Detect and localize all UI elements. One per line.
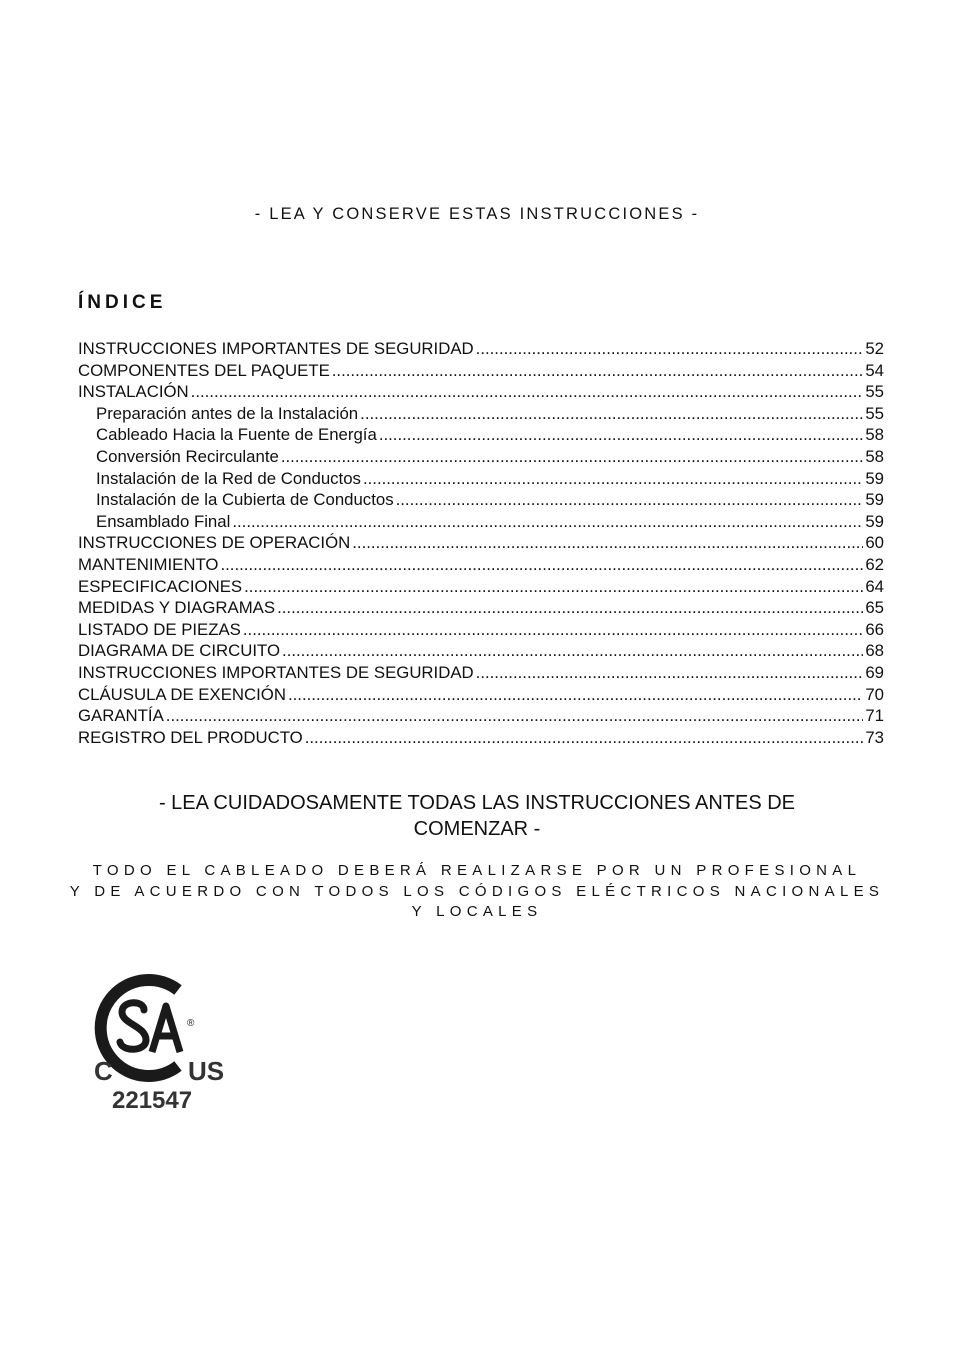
- toc-entry-title: GARANTÍA: [78, 706, 164, 726]
- toc-entry-page: 64: [865, 576, 884, 596]
- wiring-notice-line: TODO EL CABLEADO DEBERÁ REALIZARSE POR UN PROFESIONAL: [92, 862, 862, 879]
- toc-entry[interactable]: [78, 576, 884, 598]
- top-notice: - LEA Y CONSERVE ESTAS INSTRUCCIONES -: [254, 205, 700, 223]
- toc-dot-leader: [305, 727, 864, 749]
- toc-entry-title: LISTADO DE PIEZAS: [78, 619, 241, 639]
- toc-entry-title: INSTALACIÓN: [78, 382, 189, 402]
- warning-line: - LEA CUIDADOSAMENTE TODAS LAS INSTRUCCIONES ANTES DE: [158, 792, 796, 814]
- toc-entry[interactable]: [78, 727, 884, 749]
- toc-entry-page: 55: [865, 382, 884, 402]
- toc-subentry[interactable]: [78, 424, 884, 446]
- index-title: ÍNDICE: [78, 292, 167, 313]
- toc-dot-leader: [232, 511, 863, 533]
- warning-line: COMENZAR -: [413, 818, 541, 840]
- toc-subentry[interactable]: [78, 403, 884, 425]
- toc-entry-page: 59: [865, 490, 884, 510]
- toc-dot-leader: [244, 576, 863, 598]
- toc-entry-title: Cableado Hacia la Fuente de Energía: [96, 425, 377, 445]
- toc-entry[interactable]: [78, 684, 884, 706]
- csa-logo: [92, 968, 232, 1118]
- toc-entry-title: Preparación antes de la Instalación: [96, 403, 359, 423]
- toc-dot-leader: [332, 360, 864, 382]
- toc-entry-page: 71: [865, 706, 884, 726]
- toc-entry-page: 65: [865, 598, 884, 618]
- toc-dot-leader: [288, 684, 863, 706]
- registered-mark: ®: [187, 1018, 195, 1029]
- toc-dot-leader: [220, 554, 863, 576]
- toc-entry-title: Conversión Recirculante: [96, 446, 279, 466]
- toc-entry-title: INSTRUCCIONES IMPORTANTES DE SEGURIDAD: [78, 662, 474, 682]
- toc-dot-leader: [166, 705, 864, 727]
- toc-dot-leader: [277, 597, 863, 619]
- toc-entry-page: 68: [865, 641, 884, 661]
- toc-dot-leader: [476, 338, 864, 360]
- wiring-notice-line: Y LOCALES: [411, 903, 543, 920]
- toc-entry-page: 60: [865, 533, 884, 553]
- toc-subentry[interactable]: [78, 511, 884, 533]
- toc-dot-leader: [191, 381, 864, 403]
- toc-entry[interactable]: [78, 554, 884, 576]
- wiring-notice-line: Y DE ACUERDO CON TODOS LOS CÓDIGOS ELÉCTRICOS NACIONALES: [69, 882, 885, 900]
- toc-dot-leader: [281, 446, 864, 468]
- toc-entry-page: 55: [865, 403, 884, 423]
- toc-entry[interactable]: [78, 532, 884, 554]
- csa-c-mark: C: [94, 1056, 113, 1086]
- toc-entry-title: Instalación de la Red de Conductos: [96, 468, 361, 488]
- toc-entry[interactable]: [78, 381, 884, 403]
- toc-entry[interactable]: [78, 338, 884, 360]
- read-instructions-warning: [0, 790, 954, 842]
- toc-entry-page: 70: [865, 684, 884, 704]
- toc-dot-leader: [282, 640, 863, 662]
- toc-entry-title: INSTRUCCIONES DE OPERACIÓN: [78, 533, 351, 553]
- toc-dot-leader: [396, 489, 864, 511]
- csa-certificate-number: 221547: [112, 1087, 193, 1114]
- toc-entry-page: 54: [865, 360, 884, 380]
- toc-entry-page: 52: [865, 339, 884, 358]
- toc-dot-leader: [379, 424, 864, 446]
- table-of-contents: [78, 338, 884, 748]
- toc-entry-title: Ensamblado Final: [96, 511, 231, 531]
- toc-entry[interactable]: [78, 705, 884, 727]
- toc-entry[interactable]: [78, 640, 884, 662]
- toc-entry-page: 59: [865, 468, 884, 488]
- toc-dot-leader: [243, 619, 863, 641]
- toc-entry-title: COMPONENTES DEL PAQUETE: [78, 360, 330, 380]
- toc-entry-page: 58: [865, 446, 884, 466]
- toc-entry-page: 73: [865, 727, 884, 747]
- toc-dot-leader: [360, 403, 863, 425]
- toc-entry-title: CLÁUSULA DE EXENCIÓN: [78, 684, 286, 704]
- toc-entry-page: 62: [865, 554, 884, 574]
- toc-dot-leader: [476, 662, 864, 684]
- toc-entry-title: MEDIDAS Y DIAGRAMAS: [78, 598, 276, 618]
- toc-dot-leader: [352, 532, 863, 554]
- toc-entry-title: ESPECIFICACIONES: [78, 576, 243, 596]
- toc-entry-title: INSTRUCCIONES IMPORTANTES DE SEGURIDAD: [78, 339, 474, 358]
- wiring-notice: [0, 861, 954, 923]
- toc-entry-page: 69: [865, 662, 884, 682]
- toc-entry[interactable]: [78, 662, 884, 684]
- toc-entry-page: 66: [865, 619, 884, 639]
- csa-us-mark: US: [188, 1056, 225, 1086]
- toc-entry-page: 59: [865, 511, 884, 531]
- toc-subentry[interactable]: [78, 489, 884, 511]
- toc-entry-title: REGISTRO DEL PRODUCTO: [78, 727, 303, 747]
- toc-entry-title: MANTENIMIENTO: [78, 554, 219, 574]
- toc-entry-title: Instalación de la Cubierta de Conductos: [96, 490, 394, 510]
- toc-entry-title: DIAGRAMA DE CIRCUITO: [78, 641, 281, 661]
- toc-subentry[interactable]: [78, 468, 884, 490]
- toc-subentry[interactable]: [78, 446, 884, 468]
- toc-entry-page: 58: [865, 425, 884, 445]
- toc-dot-leader: [363, 468, 863, 490]
- csa-mark-icon: [92, 968, 232, 1118]
- toc-entry[interactable]: [78, 619, 884, 641]
- toc-entry[interactable]: [78, 360, 884, 382]
- toc-entry[interactable]: [78, 597, 884, 619]
